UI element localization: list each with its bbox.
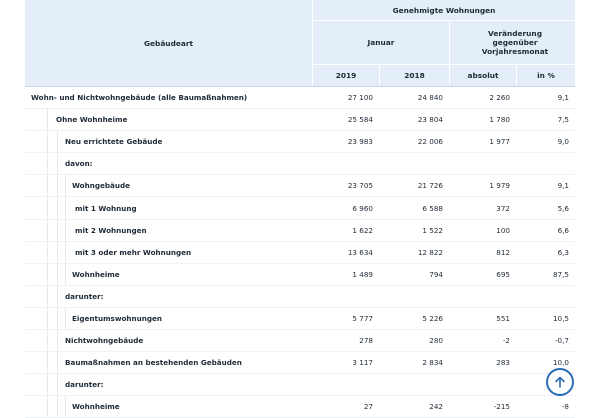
cell-prozent: -8 [561, 402, 569, 412]
cell-prozent: 9,1 [557, 93, 569, 103]
indent-guide [57, 396, 58, 417]
table-row [25, 374, 575, 396]
cell-absolut: 812 [496, 247, 510, 257]
indent-guide [47, 396, 48, 417]
header-col-2018: 2018 [404, 71, 425, 80]
cell-prozent: 9,0 [557, 137, 569, 147]
indent-guide [57, 175, 58, 196]
header-col-absolut: absolut [467, 71, 499, 80]
cell-2019: 3 117 [352, 358, 373, 368]
row-label: davon: [65, 159, 93, 169]
row-label: Ohne Wohnheime [56, 115, 128, 125]
table-row [25, 87, 575, 109]
row-label: Wohnheime [72, 402, 120, 412]
cell-absolut: 372 [496, 203, 510, 213]
indent-guide [57, 352, 58, 373]
cell-2018: 5 226 [422, 313, 443, 323]
cell-prozent: 6,6 [557, 225, 569, 235]
cell-absolut: 551 [496, 313, 510, 323]
row-label: mit 3 oder mehr Wohnungen [75, 247, 192, 257]
header-genehmigte-wohnungen: Genehmigte Wohnungen [392, 5, 496, 15]
table-header [25, 0, 575, 87]
cell-2018: 23 804 [417, 115, 443, 125]
cell-prozent: 10,5 [552, 313, 569, 323]
table-row [25, 352, 575, 374]
indent-guide [47, 175, 48, 196]
row-label: darunter: [65, 291, 104, 301]
header-januar: Januar [367, 38, 395, 47]
indent-guide [65, 197, 66, 218]
indent-guide [57, 242, 58, 263]
indent-guide [47, 242, 48, 263]
indent-guide [47, 131, 48, 152]
cell-2018: 6 588 [422, 203, 443, 213]
cell-prozent: 87,5 [552, 269, 569, 279]
cell-absolut: 2 260 [489, 93, 510, 103]
cell-2019: 1 489 [352, 269, 373, 279]
row-label: Nichtwohngebäude [65, 336, 144, 346]
table-row [25, 286, 575, 308]
indent-guide [65, 308, 66, 329]
indent-guide [57, 220, 58, 241]
table-row [25, 131, 575, 153]
cell-2018: 2 834 [422, 358, 443, 368]
row-label: Eigentumswohnungen [72, 313, 163, 323]
cell-absolut: 695 [496, 269, 510, 279]
table-row [25, 175, 575, 197]
indent-guide [57, 197, 58, 218]
table-body [25, 87, 575, 418]
cell-2018: 280 [429, 336, 443, 346]
row-label: Wohngebäude [72, 181, 130, 191]
cell-2019: 27 100 [347, 93, 373, 103]
cell-prozent: 9,1 [557, 181, 569, 191]
cell-2019: 278 [359, 336, 373, 346]
cell-2018: 22 006 [417, 137, 443, 147]
indent-guide [65, 242, 66, 263]
row-label: Wohnheime [72, 269, 120, 279]
cell-prozent: -0,7 [554, 336, 569, 346]
indent-guide [65, 175, 66, 196]
table-row [25, 197, 575, 219]
row-label: Wohn- und Nichtwohngebäude (alle Baumaßnahmen) [31, 93, 248, 103]
indent-guide [57, 286, 58, 307]
indent-guide [47, 153, 48, 174]
cell-2018: 21 726 [417, 181, 443, 191]
cell-2018: 12 822 [417, 247, 443, 257]
row-label: mit 2 Wohnungen [75, 225, 147, 235]
header-gebaeudeart: Gebäudeart [143, 38, 194, 48]
table-row [25, 264, 575, 286]
indent-guide [47, 220, 48, 241]
table-row [25, 220, 575, 242]
cell-absolut: 100 [496, 225, 510, 235]
cell-prozent: 10,0 [552, 358, 569, 368]
indent-guide [47, 352, 48, 373]
arrow-up-icon [553, 375, 567, 389]
cell-2019: 1 622 [352, 225, 373, 235]
indent-guide [57, 374, 58, 395]
cell-2019: 25 584 [347, 115, 373, 125]
indent-guide [47, 264, 48, 285]
indent-guide [47, 308, 48, 329]
indent-guide [65, 264, 66, 285]
indent-guide [65, 396, 66, 417]
row-label: Neu errichtete Gebäude [65, 137, 163, 147]
row-label: Baumaßnahmen an bestehenden Gebäuden [65, 358, 242, 368]
header-col-2019: 2019 [335, 71, 357, 80]
indent-guide [47, 330, 48, 351]
indent-guide [47, 286, 48, 307]
cell-2019: 13 634 [347, 247, 373, 257]
cell-2019: 27 [363, 402, 373, 412]
cell-2018: 24 840 [417, 93, 443, 103]
indent-guide [57, 153, 58, 174]
cell-2018: 242 [429, 402, 443, 412]
table-row [25, 153, 575, 175]
indent-guide [57, 131, 58, 152]
header-veraenderung: Veränderung gegenüber Vorjahresmonat [481, 29, 549, 56]
cell-absolut: -2 [502, 336, 510, 346]
cell-absolut: 1 977 [489, 137, 510, 147]
table-row [25, 330, 575, 352]
table-row [25, 396, 575, 418]
indent-guide [47, 109, 48, 130]
indent-guide [47, 374, 48, 395]
cell-2019: 23 705 [347, 181, 373, 191]
cell-prozent: 7,5 [557, 115, 569, 125]
indent-guide [47, 197, 48, 218]
row-label: mit 1 Wohnung [75, 203, 137, 213]
table-row [25, 109, 575, 131]
scroll-to-top-button[interactable] [546, 368, 574, 396]
indent-guide [57, 330, 58, 351]
cell-2019: 6 960 [352, 203, 373, 213]
indent-guide [65, 220, 66, 241]
cell-absolut: 1 780 [489, 115, 510, 125]
cell-prozent: 5,6 [557, 203, 569, 213]
cell-2019: 23 983 [347, 137, 373, 147]
cell-absolut: -215 [493, 402, 510, 412]
cell-absolut: 283 [496, 358, 510, 368]
indent-guide [57, 264, 58, 285]
cell-absolut: 1 979 [489, 181, 510, 191]
table-row [25, 242, 575, 264]
cell-2018: 1 522 [422, 225, 443, 235]
cell-2018: 794 [429, 269, 443, 279]
cell-2019: 5 777 [352, 313, 373, 323]
statistics-table [25, 0, 575, 418]
indent-guide [57, 308, 58, 329]
row-label: darunter: [65, 380, 104, 390]
table-row [25, 308, 575, 330]
cell-prozent: 6,3 [557, 247, 569, 257]
header-col-prozent: in % [537, 71, 555, 80]
